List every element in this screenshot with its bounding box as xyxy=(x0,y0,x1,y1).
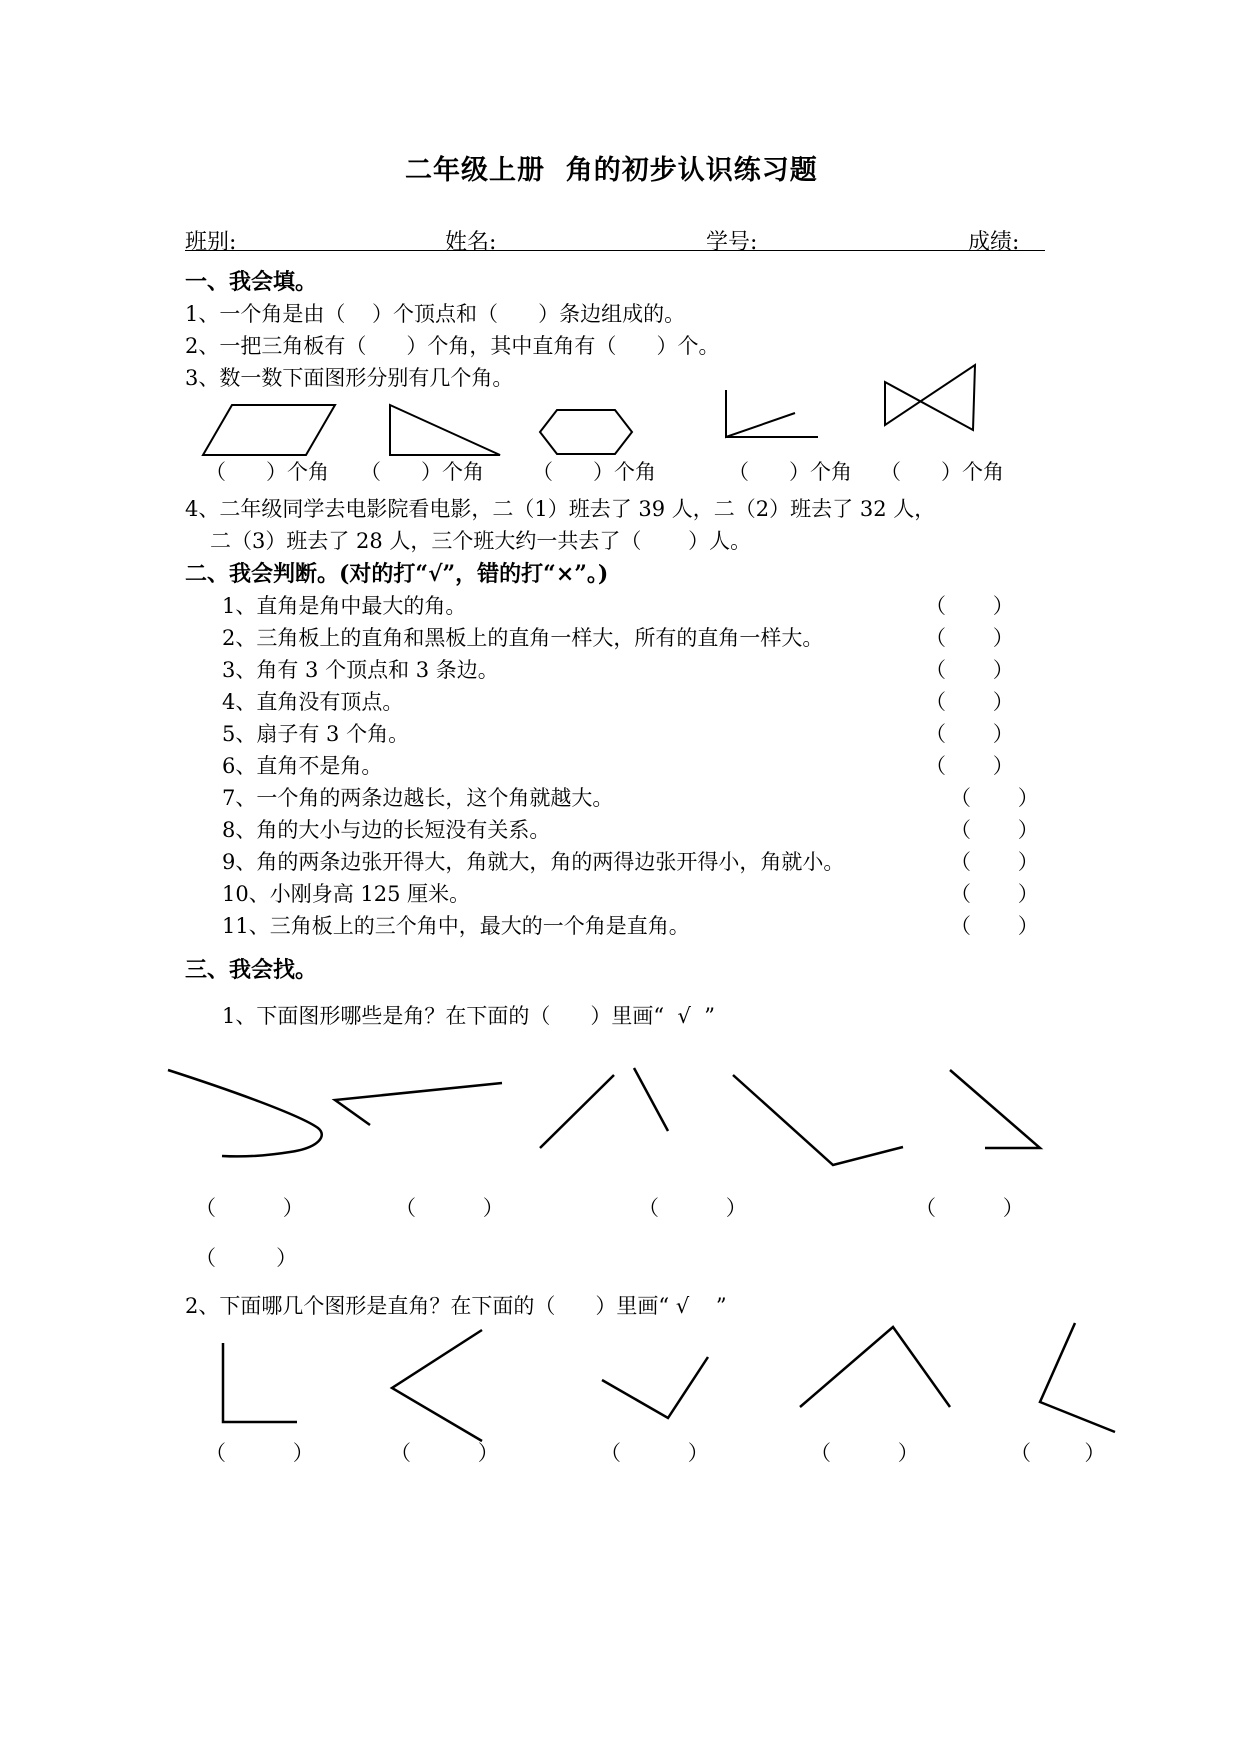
s1-question-2: 2、一把三角板有（ ）个角，其中直角有（ ）个。 xyxy=(185,334,720,358)
obtuse-angle-figure xyxy=(800,1327,950,1407)
s3-q1-blank-2[interactable]: （ ） xyxy=(395,1196,504,1220)
s3-q1-blank-4[interactable]: （ ） xyxy=(915,1196,1024,1220)
s1-q3-answer-5[interactable]: （ ）个角 xyxy=(880,460,1005,484)
score-label: 成绩: xyxy=(968,230,1020,255)
s2-blank-5[interactable]: （ ） xyxy=(925,722,1014,746)
s1-question-1: 1、一个角是由（ ）个顶点和（ ）条边组成的。 xyxy=(185,302,686,326)
s1-q3-answer-1[interactable]: （ ）个角 xyxy=(205,460,330,484)
s3-q2-blank-4[interactable]: （ ） xyxy=(810,1441,919,1465)
acute-angle-figure xyxy=(392,1330,482,1441)
s3-q1-blank-1[interactable]: （ ） xyxy=(195,1196,304,1220)
s1-question-4-line-1: 4、二年级同学去电影院看电影，二（1）班去了 39 人，二（2）班去了 32 人， xyxy=(185,497,936,521)
section-1-heading: 一、我会填。 xyxy=(185,269,318,295)
student-number-label: 学号: xyxy=(706,230,758,255)
s2-item-11: 11、三角板上的三个角中，最大的一个角是直角。 xyxy=(222,914,690,938)
s2-blank-6[interactable]: （ ） xyxy=(925,754,1014,778)
s2-item-4: 4、直角没有顶点。 xyxy=(222,690,404,714)
s2-item-1: 1、直角是角中最大的角。 xyxy=(222,594,467,618)
section-3-heading: 三、我会找。 xyxy=(185,957,318,983)
section-2-heading: 二、我会判断。(对的打“√”，错的打“×”。) xyxy=(185,561,609,587)
s2-blank-11[interactable]: （ ） xyxy=(950,914,1039,938)
s1-question-3: 3、数一数下面图形分别有几个角。 xyxy=(185,366,514,390)
s2-item-5: 5、扇子有 3 个角。 xyxy=(222,722,410,746)
tilted-angle-figure xyxy=(1040,1323,1115,1432)
s2-blank-8[interactable]: （ ） xyxy=(950,818,1039,842)
s2-blank-3[interactable]: （ ） xyxy=(925,658,1014,682)
s2-blank-10[interactable]: （ ） xyxy=(950,882,1039,906)
name-label: 姓名: xyxy=(445,230,497,255)
s3-question-2: 2、下面哪几个图形是直角？在下面的（ ）里画“ √ ” xyxy=(185,1294,727,1318)
s2-item-2: 2、三角板上的直角和黑板上的直角一样大，所有的直角一样大。 xyxy=(222,626,824,650)
s1-q3-answer-3[interactable]: （ ）个角 xyxy=(532,460,657,484)
s2-item-9: 9、角的两条边张开得大，角就大，角的两得边张开得小，角就小。 xyxy=(222,850,845,874)
s1-q3-answer-2[interactable]: （ ）个角 xyxy=(360,460,485,484)
s2-item-6: 6、直角不是角。 xyxy=(222,754,383,778)
s3-q1-blank-5[interactable]: （ ） xyxy=(195,1246,298,1270)
right-angle-figure xyxy=(223,1343,297,1422)
s3-q2-blank-5[interactable]: （ ） xyxy=(1010,1441,1106,1465)
s3-q2-blank-2[interactable]: （ ） xyxy=(390,1441,499,1465)
s2-item-8: 8、角的大小与边的长短没有关系。 xyxy=(222,818,551,842)
s2-item-3: 3、角有 3 个顶点和 3 条边。 xyxy=(222,658,499,682)
s2-blank-7[interactable]: （ ） xyxy=(950,786,1039,810)
s2-blank-2[interactable]: （ ） xyxy=(925,626,1014,650)
class-label: 班别: xyxy=(185,230,237,255)
s3-q1-blank-3[interactable]: （ ） xyxy=(638,1196,747,1220)
s1-question-4-line-2: 二（3）班去了 28 人，三个班大约一共去了（ ）人。 xyxy=(210,529,752,553)
s3-q2-blank-3[interactable]: （ ） xyxy=(600,1441,709,1465)
s3-q2-blank-1[interactable]: （ ） xyxy=(205,1441,314,1465)
s2-item-10: 10、小刚身高 125 厘米。 xyxy=(222,882,471,906)
s1-q3-answer-4[interactable]: （ ）个角 xyxy=(728,460,853,484)
s2-item-7: 7、一个角的两条边越长，这个角就越大。 xyxy=(222,786,614,810)
s2-blank-9[interactable]: （ ） xyxy=(950,850,1039,874)
s3-question-1: 1、下面图形哪些是角？在下面的（ ）里画“ √ ” xyxy=(222,1004,715,1028)
s2-blank-1[interactable]: （ ） xyxy=(925,594,1014,618)
v-angle-figure xyxy=(602,1357,708,1418)
s2-blank-4[interactable]: （ ） xyxy=(925,690,1014,714)
page-title: 二年级上册 角的初步认识练习题 xyxy=(405,155,818,186)
